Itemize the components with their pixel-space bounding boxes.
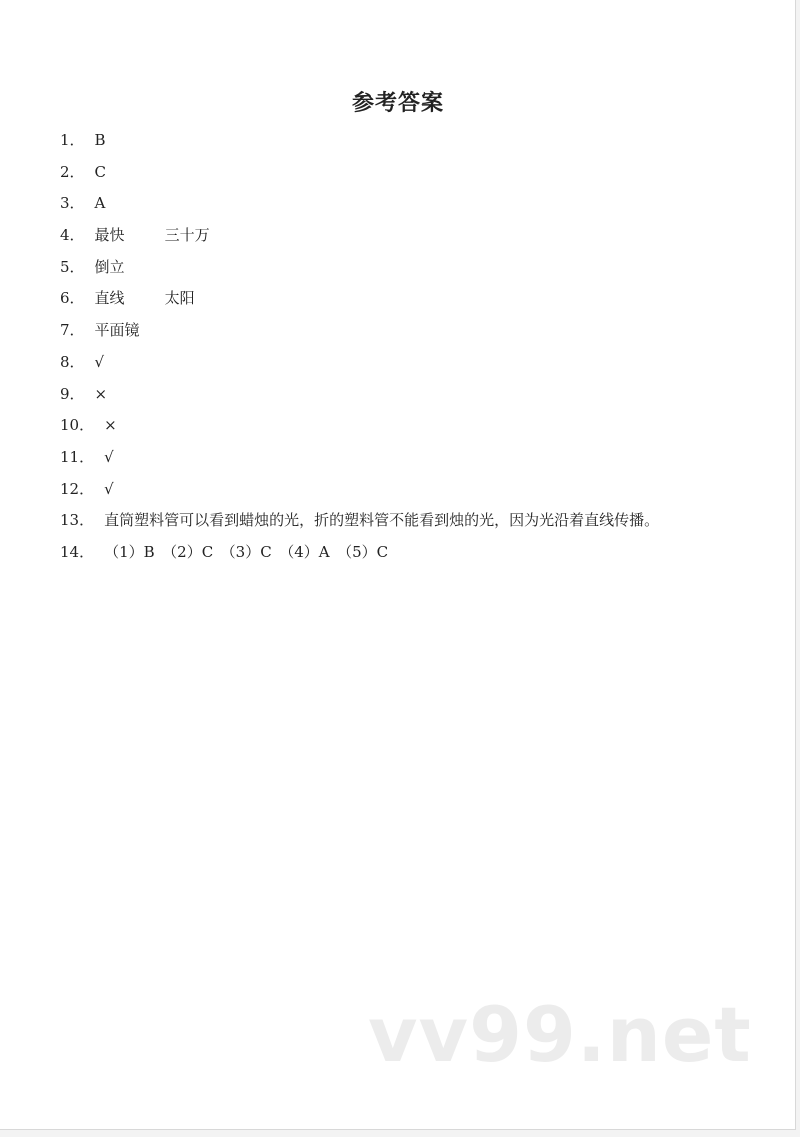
answer-text: ×	[104, 416, 117, 435]
answer-number: 11．	[60, 447, 95, 466]
answer-item	[60, 160, 659, 192]
answer-text: 太阳	[164, 289, 195, 308]
answer-item	[60, 477, 659, 509]
answer-item	[60, 128, 659, 160]
watermark: vv99.net	[368, 990, 752, 1079]
answer-text: √	[94, 352, 105, 371]
answer-text: A	[94, 194, 106, 213]
answer-text: 直筒塑料管可以看到蜡烛的光，折的塑料管不能看到烛的光，因为光沿着直线传播。	[104, 511, 660, 530]
answer-text: ×	[94, 384, 108, 403]
answer-text: 平面镜	[94, 321, 140, 340]
answer-item	[60, 350, 659, 382]
answer-text: √	[104, 479, 114, 498]
answer-number: 9．	[60, 384, 85, 403]
answer-text: √	[104, 447, 114, 466]
answer-number: 12．	[60, 479, 95, 498]
answer-item	[60, 508, 659, 540]
answer-item	[60, 191, 659, 223]
answer-item	[60, 318, 659, 350]
answer-text: 直线	[94, 289, 125, 308]
answer-number: 13．	[60, 511, 95, 530]
answer-item	[60, 286, 659, 318]
answer-number: 6．	[60, 289, 85, 308]
answer-number: 1．	[60, 131, 85, 149]
answer-text: 三十万	[164, 226, 210, 245]
answer-list	[60, 128, 659, 572]
answer-item	[60, 540, 659, 572]
answer-text: 倒立	[94, 257, 125, 276]
answer-item	[60, 413, 659, 445]
answer-item	[60, 255, 659, 287]
answer-item	[60, 382, 659, 414]
answer-number: 4．	[60, 226, 85, 245]
answer-number: 3．	[60, 194, 85, 213]
answer-number: 5．	[60, 257, 85, 276]
answer-number: 10．	[60, 416, 95, 435]
page-title: 参考答案	[351, 91, 444, 116]
answer-text: 最快	[94, 226, 125, 245]
answer-text: B	[94, 131, 106, 149]
answer-item	[60, 445, 659, 477]
answer-number: 14．	[60, 542, 95, 561]
answer-number: 8．	[60, 352, 85, 371]
answer-item	[60, 223, 659, 255]
answer-text: （1）B （2）C （3）C （4）A （5）C	[104, 542, 389, 561]
answer-number: 2．	[60, 162, 85, 181]
answer-number: 7．	[60, 321, 85, 340]
answer-text: C	[94, 162, 107, 181]
